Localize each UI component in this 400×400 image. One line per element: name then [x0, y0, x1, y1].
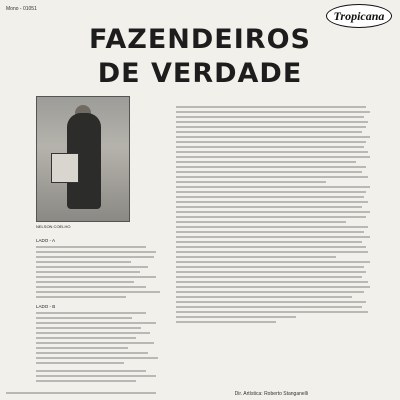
- artistic-director: Dir. Artística: Roberto Stanganelli: [234, 391, 308, 397]
- photo-caption: NELSON COELHO: [36, 224, 71, 229]
- side-b-tracklist: [36, 312, 166, 367]
- album-title-line2: DE VERDADE: [97, 58, 303, 89]
- liner-notes: [176, 106, 372, 326]
- side-a-label: LADO - A: [36, 238, 56, 243]
- cover-credit-note: [36, 370, 166, 385]
- footer-bar: [0, 388, 400, 400]
- side-a-tracklist: [36, 246, 166, 301]
- brand-logo: Tropicana: [326, 4, 392, 28]
- side-b-label: LADO - B: [36, 304, 56, 309]
- album-title-line1: FAZENDEIROS: [89, 24, 311, 55]
- catalog-number: Mono - 01051: [6, 6, 37, 12]
- artist-photo: [36, 96, 130, 222]
- footer-credits: [6, 392, 156, 394]
- accordion-icon: [51, 153, 79, 183]
